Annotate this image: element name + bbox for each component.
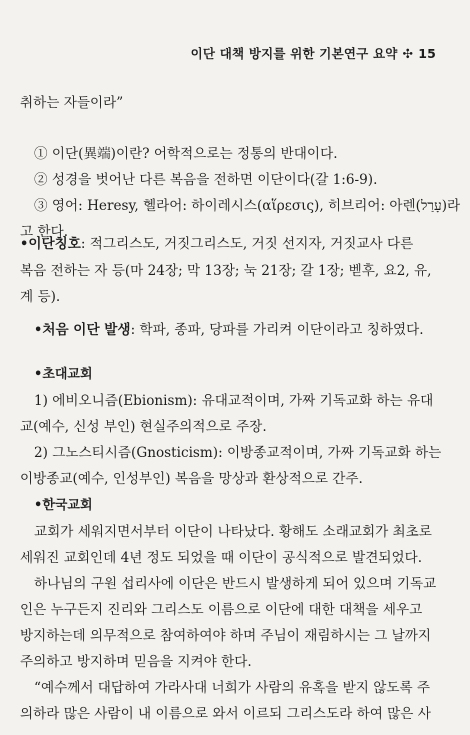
- early-church-item: 1) 에비오니즘(Ebionism): 유대교적이며, 가짜 기독교화 하는 유대: [34, 393, 434, 409]
- scripture-quote: “예수께서 대답하여 가라사대 너희가 사람의 유혹을 받지 않도록 주: [34, 680, 431, 696]
- scripture-quote-cont: 의하라 많은 사람이 내 이름으로 와서 이르되 그리스도라 하여 많은 사: [20, 706, 431, 722]
- definition-item: ② 성경을 벗어난 다른 복음을 전하면 이단이다(갈 1:6-9).: [34, 172, 378, 188]
- definition-item: ① 이단(異端)이란? 어학적으로는 정통의 반대이다.: [34, 146, 338, 162]
- definitions-list: [20, 141, 461, 245]
- bullet-icon: •: [34, 323, 43, 338]
- bullet-icon: •: [20, 237, 29, 252]
- early-church-heading: 초대교회: [42, 367, 93, 382]
- early-church-item-cont: 교(예수, 신성 부인) 현실주의적으로 주장.: [20, 419, 267, 435]
- definition-tail: 고 한다.: [20, 224, 69, 240]
- early-church-section: [20, 361, 440, 492]
- definition-item: ③ 영어: Heresy, 헬라어: 하이레시스(αἵρεσις), 히브리어: 아렌(עָרַל)라: [34, 198, 461, 214]
- early-church-item-cont: 이방종교(예수, 인성부인) 복음을 망상과 환상적으로 간주.: [20, 471, 363, 487]
- korean-church-paragraph-cont: 세워진 교회인데 4년 정도 되었을 때 이단이 공식적으로 발견되었다.: [20, 550, 423, 566]
- korean-church-heading: 한국교회: [42, 498, 93, 513]
- korean-church-paragraph-cont: 인은 누구든지 진리와 그리스도 이름으로 이단에 대한 대책을 세우고: [20, 602, 423, 618]
- early-church-item: 2) 그노스티시즘(Gnosticism): 이방종교적이며, 가짜 기독교화 하는: [34, 445, 442, 461]
- header-title: 이단 대책 방지를 위한 기본연구 요약: [190, 46, 398, 61]
- korean-church-section: [20, 492, 440, 727]
- origin-section: [20, 317, 440, 344]
- origin-text: : 학파, 종파, 당파를 가리켜 이단이라고 칭하였다.: [130, 322, 424, 338]
- heresy-titles-text: : 적그리스도, 거짓그리스도, 거짓 선지자, 거짓교사 다른: [80, 236, 414, 252]
- bullet-icon: •: [34, 498, 43, 513]
- korean-church-paragraph: 교회가 세워지면서부터 이단이 나타났다. 황해도 소래교회가 최초로: [34, 524, 432, 540]
- continuation-line: 취하는 자들이라”: [20, 95, 124, 111]
- bullet-icon: •: [34, 367, 43, 382]
- korean-church-paragraph-cont: 주의하고 방지하며 믿음을 지켜야 한다.: [20, 654, 252, 670]
- heresy-titles-line: 복음 전하는 자 등(마 24장; 막 13장; 눅 21장; 갈 1장; 벧후, 요2, 유,: [20, 263, 432, 279]
- running-header: [191, 44, 436, 62]
- continuation-block: [20, 90, 440, 116]
- heresy-titles-label: 이단칭호: [28, 236, 81, 252]
- korean-church-paragraph: 하나님의 구원 섭리사에 이단은 반드시 발생하게 되어 있으며 기독교: [34, 576, 437, 592]
- header-separator-ornament: ✣: [402, 46, 414, 61]
- origin-label: 처음 이단 발생: [42, 322, 131, 338]
- heresy-titles-section: [20, 231, 440, 310]
- heresy-titles-line: 계 등).: [20, 289, 61, 305]
- korean-church-paragraph-cont: 방지하는데 의무적으로 참여하여야 하며 주님이 재림하시는 그 날까지: [20, 628, 432, 644]
- page-number: 15: [418, 46, 436, 61]
